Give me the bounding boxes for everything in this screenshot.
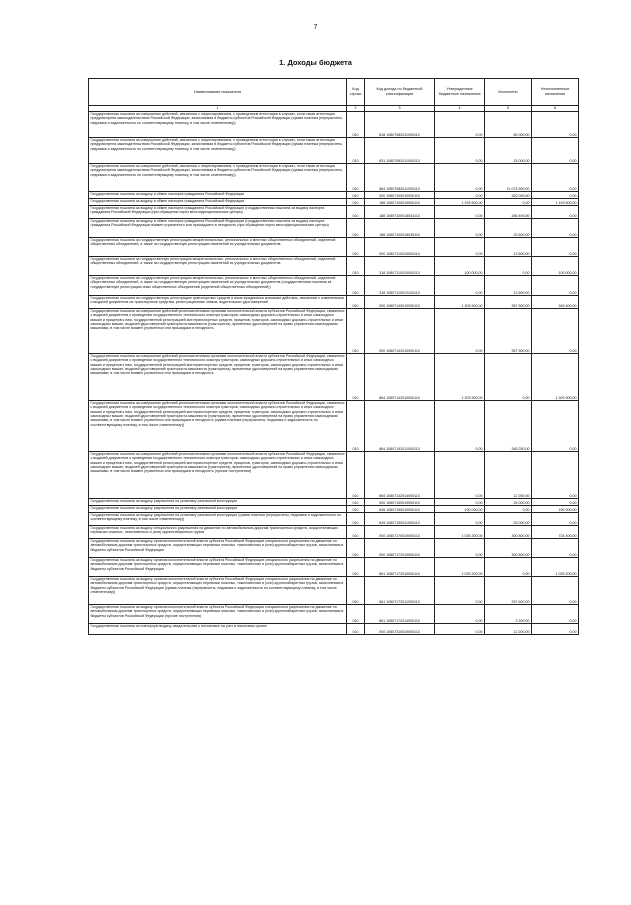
table-cell-name: Государственная пошлина за совершение действий уполномоченными органами исполнительной власти субъектов Российской Федерации, связанных с выдачей документов о проведении государственного технического осмотра тракторов, самоходных дорожно-строительных и иных самоходных машин и прицепов к ним, государственной регистрацией мототранспортных средств, прицепов, тракторов, самоходных дорожно-строительных и иных самоходных машин, выдачей удостоверений тракториста-машиниста (тракториста), временных удостоверений на право управления самоходными машинами, в том числе взамен утраченных или пришедших в негодность — [89, 309, 347, 354]
table-cell-line-code: 010 — [347, 558, 365, 577]
table-row — [89, 624, 579, 635]
table-cell-executed: 300 800,00 — [485, 526, 532, 539]
table-cell-income-code: 318 10807110010000110 — [365, 257, 435, 276]
table-cell-income-code: 188 10807100010000110 — [365, 199, 435, 206]
table-row — [89, 138, 579, 164]
table-cell-name: Государственная пошлина за выдачу разрешения на установку рекламной конструкции (сумма платежа (перерасчеты, недоимка и задолженность по соответствующему платежу, в том числе отмененному)) — [89, 513, 347, 526]
table-row — [89, 238, 579, 257]
table-cell-name: Государственная пошлина за повторную выдачу свидетельства о постановке на учет в налоговом органе — [89, 624, 347, 635]
table-cell-name: Государственная пошлина за выдачу и обмен паспорта гражданина Российской Федерации (государственная пошлина за выдачу паспорта гражданина Российской Федерации (при обращении через многофункциональные центры) — [89, 206, 347, 219]
table-cell-line-code: 010 — [347, 309, 365, 354]
table-cell-line-code: 010 — [347, 526, 365, 539]
table-body — [89, 112, 579, 635]
table-cell-income-code: 000 10807142010000110 — [365, 309, 435, 354]
table-cell-income-code: 864 10807142010000110 — [365, 354, 435, 401]
table-cell-unexecuted: 0,00 — [532, 605, 579, 624]
table-cell-executed: 25 000,00 — [485, 499, 532, 506]
table-cell-unexecuted: 1 025 200,00 — [532, 558, 579, 577]
table-cell-unexecuted: 0,00 — [532, 624, 579, 635]
table-cell-approved: 0,00 — [435, 539, 485, 558]
table-cell-unexecuted: 0,00 — [532, 164, 579, 192]
table-cell-line-code: 010 — [347, 354, 365, 401]
table-cell-name: Государственная пошлина за выдачу разрешения на установку рекламной конструкции — [89, 499, 347, 506]
table-cell-name: Государственная пошлина за государственную регистрацию межрегиональных, региональных и местных общественных объединений, отделений общественных объединений, а также за государственную регистрацию изменений их учредительных документов — [89, 257, 347, 276]
table-cell-line-code: 010 — [347, 206, 365, 219]
table-cell-approved: 0,00 — [435, 112, 485, 138]
table-row — [89, 539, 579, 558]
table-row — [89, 164, 579, 192]
table-cell-approved: 0,00 — [435, 605, 485, 624]
table-cell-name: Государственная пошлина за выдачу и обмен паспорта гражданина Российской Федерации — [89, 192, 347, 199]
table-cell-line-code: 010 — [347, 513, 365, 526]
table-cell-income-code: 864 10807142011000110 — [365, 401, 435, 452]
table-cell-unexecuted: 946 400,00 — [532, 296, 579, 309]
table-cell-income-code: 000 10807110010000110 — [365, 238, 435, 257]
table-cell-income-code: 188 10807100018035110 — [365, 219, 435, 238]
table-row — [89, 309, 579, 354]
table-cell-unexecuted: 0,00 — [532, 309, 579, 354]
table-cell-income-code: 864 10807142014000110 — [365, 452, 435, 499]
table-cell-executed: 13 600,00 — [485, 238, 532, 257]
table-cell-line-code: 010 — [347, 138, 365, 164]
document-title: 1. Доходы бюджета — [279, 58, 352, 67]
table-cell-approved: 0,00 — [435, 499, 485, 506]
table-cell-name: Государственная пошлина за выдачу специального разрешения на движение по автомобильным дорогам транспортных средств, осуществляющих перевозки опасных, тяжеловесных и (или) крупногабаритных грузов — [89, 526, 347, 539]
table-row — [89, 401, 579, 452]
table-cell-approved: 1 303 900,00 — [435, 354, 485, 401]
table-cell-approved: 190 000,00 — [435, 506, 485, 513]
column-header-income-code: Код дохода по бюджетной классификации — [365, 79, 435, 106]
table-cell-name: Государственная пошлина за выдачу разрешения на установку рекламной конструкции — [89, 506, 347, 513]
table-cell-executed: 300 800,00 — [485, 539, 532, 558]
table-cell-executed: 3 200,00 — [485, 605, 532, 624]
table-cell-name: Государственная пошлина за совершение действий, связанных с лицензированием, с проведением аттестации в случаях, если такая аттестация предусмотрена законодательством Российской Федерации, зачисляемая в бюджеты субъектов Российской Федерации (сумма платежа (перерасчеты, недоимка и задолженность по соответствующему платежу, в том числе отмененному)) — [89, 138, 347, 164]
table-cell-income-code: 861 10807172011000110 — [365, 577, 435, 605]
table-cell-line-code: 010 — [347, 164, 365, 192]
table-cell-name: Государственная пошлина за государственную регистрацию межрегиональных, региональных и местных общественных объединений, отделений общественных объединений, а также за государственную регистрацию изменений их учредительных документов — [89, 238, 347, 257]
table-cell-line-code: 010 — [347, 192, 365, 199]
table-row — [89, 206, 579, 219]
table-cell-approved: 0,00 — [435, 401, 485, 452]
table-cell-income-code: 861 10807172010000110 — [365, 558, 435, 577]
table-cell-unexecuted: 0,00 — [532, 276, 579, 296]
table-cell-executed: 33 600,00 — [485, 219, 532, 238]
table-cell-executed: 0,00 — [485, 558, 532, 577]
table-cell-executed: 0,00 — [485, 199, 532, 206]
column-header-line-code: Код строки — [347, 79, 365, 106]
column-number: 1 — [89, 106, 347, 112]
table-cell-line-code: 010 — [347, 238, 365, 257]
column-header-unexecuted: Неисполненные назначения — [532, 79, 579, 106]
table-row — [89, 558, 579, 577]
table-cell-unexecuted: 0,00 — [532, 577, 579, 605]
table-row — [89, 199, 579, 206]
table-cell-name: Государственная пошлина за выдачу и обмен паспорта гражданина Российской Федерации (государственная пошлина за выдачу паспорта гражданина Российской Федерации взамен утраченного или пришедшего в негодность (при обращении через многофункциональные центры) — [89, 219, 347, 238]
table-cell-name: Государственная пошлина за совершение действий уполномоченными органами исполнительной власти субъектов Российской Федерации, связанных с выдачей документов о проведении государственного технического осмотра тракторов, самоходных дорожно-строительных и иных самоходных машин и прицепов к ним, государственной регистрацией мототранспортных средств, прицепов, тракторов, самоходных дорожно-строительных и иных самоходных машин, выдачей удостоверений тракториста-машиниста (тракториста), временных удостоверений на право управления самоходными машинами, в том числе взамен утраченных или пришедших в негодность — [89, 354, 347, 401]
table-cell-income-code: 318 10807110012103110 — [365, 276, 435, 296]
table-cell-income-code: 000 10807310010000110 — [365, 624, 435, 635]
table-cell-executed: 0,00 — [485, 506, 532, 513]
table-cell-unexecuted: 100 000,00 — [532, 257, 579, 276]
table-cell-unexecuted: 0,00 — [532, 499, 579, 506]
table-cell-approved: 0,00 — [435, 164, 485, 192]
table-row — [89, 513, 579, 526]
table-cell-executed: 12 200,00 — [485, 624, 532, 635]
table-cell-executed: 297 600,00 — [485, 577, 532, 605]
table-cell-name: Государственная пошлина за государственную регистрацию транспортных средств и иные юридически значимые действия, связанные с изменениями и выдачей документов на транспортные средства, регистрационных знаков, водительских удостоверений — [89, 296, 347, 309]
table-cell-income-code: 000 10807172010000110 — [365, 539, 435, 558]
table-cell-name: Государственная пошлина за выдачу органом исполнительной власти субъекта Российской Федерации специального разрешения на движение по автомобильным дорогам транспортных средств, осуществляющих перевозки опасных, тяжеловесных и (или) крупногабаритных грузов, зачисляемая в бюджеты субъектов Российской Федерации (прочие поступления) — [89, 605, 347, 624]
column-header-executed: Исполнено — [485, 79, 532, 106]
table-cell-unexecuted: 0,00 — [532, 206, 579, 219]
table-cell-approved: 1 193 600,00 — [435, 199, 485, 206]
table-cell-unexecuted: 0,00 — [532, 138, 579, 164]
table-cell-income-code: 188 10807100018034110 — [365, 206, 435, 219]
table-cell-approved: 0,00 — [435, 309, 485, 354]
table-cell-unexecuted: 0,00 — [532, 539, 579, 558]
table-cell-line-code: 010 — [347, 624, 365, 635]
table-row — [89, 296, 579, 309]
table-row — [89, 526, 579, 539]
column-number: 3 — [365, 106, 435, 112]
table-row — [89, 219, 579, 238]
table-cell-unexecuted: 0,00 — [532, 401, 579, 452]
table-cell-income-code: 818 10807082011000110 — [365, 112, 435, 138]
table-cell-unexecuted: 0,00 — [532, 192, 579, 199]
table-cell-name: Государственная пошлина за совершение действий, связанных с лицензированием, с проведением аттестации в случаях, если такая аттестация предусмотрена законодательством Российской Федерации, зачисляемая в бюджеты субъектов Российской Федерации (сумма платежа (перерасчеты, недоимка и задолженность по соответствующему платежу, в том числе отмененному)) — [89, 164, 347, 192]
table-cell-line-code: 010 — [347, 219, 365, 238]
table-cell-executed: 13 600,00 — [485, 276, 532, 296]
table-cell-line-code: 010 — [347, 401, 365, 452]
column-number: 5 — [485, 106, 532, 112]
page-number: 7 — [313, 24, 318, 31]
table-cell-name: Государственная пошлина за государственную регистрацию межрегиональных, региональных и местных общественных объединений, отделений общественных объединений, а также за государственную регистрацию изменений их учредительных документов (государственная пошлина за государственную регистрацию иных общественных объединений (отделений общественных объединений)) — [89, 276, 347, 296]
table-cell-line-code: 010 — [347, 257, 365, 276]
table-cell-name: Государственная пошлина за выдачу органом исполнительной власти субъекта Российской Федерации специального разрешения на движение по автомобильным дорогам транспортных средств, осуществляющих перевозки опасных, тяжеловесных и (или) крупногабаритных грузов, зачисляемая в бюджеты субъектов Российской Федерации — [89, 558, 347, 577]
table-cell-name: Государственная пошлина за совершение действий уполномоченными органами исполнительной власти субъектов Российской Федерации, связанных с выдачей документов о проведении государственного технического осмотра тракторов, самоходных дорожно-строительных и иных самоходных машин и прицепов к ним, государственной регистрацией мототранспортных средств, прицепов, тракторов, самоходных дорожно-строительных и иных самоходных машин, выдачей удостоверений тракториста-машиниста (тракториста), временных удостоверений на право управления самоходными машинами, в том числе взамен утраченных или пришедших в негодность (прочие поступления) — [89, 452, 347, 499]
table-cell-approved: 0,00 — [435, 276, 485, 296]
table-cell-executed: 357 500,00 — [485, 309, 532, 354]
table-cell-approved: 1 025 200,00 — [435, 558, 485, 577]
table-cell-line-code: 010 — [347, 276, 365, 296]
table-cell-unexecuted: 0,00 — [532, 513, 579, 526]
table-cell-line-code: 010 — [347, 539, 365, 558]
table-cell-approved: 0,00 — [435, 624, 485, 635]
table-cell-unexecuted: 1 193 600,00 — [532, 199, 579, 206]
table-cell-approved: 0,00 — [435, 138, 485, 164]
table-cell-income-code: 831 10807082011000110 — [365, 138, 435, 164]
table-row — [89, 499, 579, 506]
table-cell-executed: 11 074 500,00 — [485, 164, 532, 192]
table-cell-executed: 80 000,00 — [485, 112, 532, 138]
table-row — [89, 506, 579, 513]
column-number: 6 — [532, 106, 579, 112]
table-cell-unexecuted: 0,00 — [532, 219, 579, 238]
table-cell-unexecuted: 0,00 — [532, 238, 579, 257]
table-cell-income-code: 000 10807100010000110 — [365, 192, 435, 199]
table-cell-name: Государственная пошлина за совершение действий уполномоченными органами исполнительной власти субъектов Российской Федерации, связанных с выдачей документов о проведении государственного технического осмотра тракторов, самоходных дорожно-строительных и иных самоходных машин и прицепов к ним, государственной регистрацией мототранспортных средств, прицепов, тракторов, самоходных дорожно-строительных и иных самоходных машин, выдачей удостоверений тракториста-машиниста (тракториста), временных удостоверений на право управления самоходными машинами, в том числе взамен утраченных или пришедших в негодность (сумма платежа (перерасчеты, недоимка и задолженность по соответствующему платежу, в том числе отмененному)) — [89, 401, 347, 452]
table-row — [89, 452, 579, 499]
table-cell-approved: 1 303 900,00 — [435, 296, 485, 309]
table-cell-income-code: 000 10807170010000110 — [365, 526, 435, 539]
table-cell-executed: 357 500,00 — [485, 296, 532, 309]
table-cell-executed: 345 250,00 — [485, 401, 532, 452]
table-cell-name: Государственная пошлина за выдачу органом исполнительной власти субъекта Российской Федерации специального разрешения на движение по автомобильным дорогам транспортных средств, осуществляющих перевозки опасных, тяжеловесных и (или) крупногабаритных грузов, зачисляемая в бюджеты субъектов Российской Федерации — [89, 539, 347, 558]
table-cell-executed: 15 000,00 — [485, 138, 532, 164]
table-cell-approved: 1 025 200,00 — [435, 526, 485, 539]
table-row — [89, 276, 579, 296]
column-header-name: Наименование показателя — [89, 79, 347, 106]
table-cell-income-code: 845 10807150010000110 — [365, 506, 435, 513]
table-cell-name: Государственная пошлина за совершение действий, связанных с лицензированием, с проведением аттестации в случаях, если такая аттестация предусмотрена законодательством Российской Федерации, зачисляемая в бюджеты субъектов Российской Федерации (сумма платежа (перерасчеты, недоимка и задолженность по соответствующему платежу, в том числе отмененному)) — [89, 112, 347, 138]
table-cell-executed: 12 250,00 — [485, 452, 532, 499]
table-cell-line-code: 010 — [347, 112, 365, 138]
table-cell-income-code: 000 10807140010000110 — [365, 296, 435, 309]
table-cell-approved: 0,00 — [435, 219, 485, 238]
table-cell-executed: 25 000,00 — [485, 513, 532, 526]
table-row — [89, 354, 579, 401]
table-cell-line-code: 010 — [347, 577, 365, 605]
table-cell-income-code: 000 10807150010000110 — [365, 499, 435, 506]
table-cell-unexecuted: 190 000,00 — [532, 506, 579, 513]
table-cell-executed: 0,00 — [485, 354, 532, 401]
table-cell-line-code: 010 — [347, 499, 365, 506]
table-cell-unexecuted: 1 303 900,00 — [532, 354, 579, 401]
column-number: 4 — [435, 106, 485, 112]
table-row — [89, 112, 579, 138]
table-cell-name: Государственная пошлина за выдачу органом исполнительной власти субъекта Российской Федерации специального разрешения на движение по автомобильным дорогам транспортных средств, осуществляющих перевозки опасных, тяжеловесных и (или) крупногабаритных грузов, зачисляемая в бюджеты субъектов Российской Федерации (сумма платежа (перерасчеты, недоимка и задолженность по соответствующему платежу, в том числе отмененному)) — [89, 577, 347, 605]
table-cell-unexecuted: 0,00 — [532, 112, 579, 138]
table-cell-approved: 0,00 — [435, 513, 485, 526]
table-cell-approved: 100 000,00 — [435, 257, 485, 276]
table-cell-line-code: 010 — [347, 506, 365, 513]
table-cell-unexecuted: 0,00 — [532, 452, 579, 499]
table-cell-line-code: 010 — [347, 296, 365, 309]
table-cell-unexecuted: 724 400,00 — [532, 526, 579, 539]
table-cell-approved: 0,00 — [435, 192, 485, 199]
column-header-approved: Утвержденные бюджетные назначения — [435, 79, 485, 106]
table-cell-line-code: 010 — [347, 452, 365, 499]
table-cell-line-code: 010 — [347, 605, 365, 624]
table-cell-approved: 0,00 — [435, 206, 485, 219]
table-cell-executed: 286 493,50 — [485, 206, 532, 219]
table-row — [89, 577, 579, 605]
table-row — [89, 192, 579, 199]
table-row — [89, 257, 579, 276]
table-cell-income-code: 845 10807150011000110 — [365, 513, 435, 526]
table-cell-income-code: 864 10807082011000110 — [365, 164, 435, 192]
column-number: 2 — [347, 106, 365, 112]
table-cell-income-code: 861 10807172014000110 — [365, 605, 435, 624]
table-header-row — [89, 79, 579, 106]
table-cell-approved: 0,00 — [435, 577, 485, 605]
table-cell-line-code: 010 — [347, 199, 365, 206]
table-cell-name: Государственная пошлина за выдачу и обмен паспорта гражданина Российской Федерации — [89, 199, 347, 206]
table-row — [89, 605, 579, 624]
table-cell-executed: 320 093,50 — [485, 192, 532, 199]
table-cell-approved: 0,00 — [435, 452, 485, 499]
table-cell-executed: 0,00 — [485, 257, 532, 276]
budget-revenue-table — [88, 78, 579, 635]
table-cell-approved: 0,00 — [435, 238, 485, 257]
